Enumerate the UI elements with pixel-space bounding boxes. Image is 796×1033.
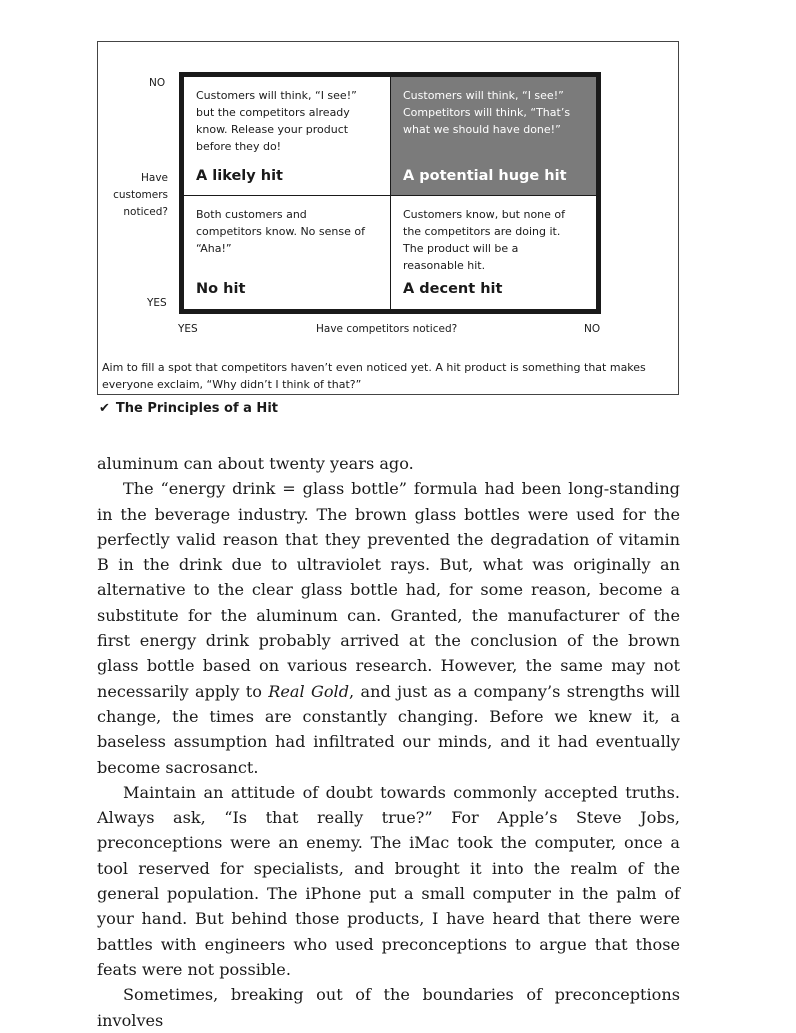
cell-description: Customers will think, “I see!” Competitors will think, “That’s what we should have done!” [403, 89, 571, 136]
paragraph: Sometimes, breaking out of the boundaries of preconceptions involves [97, 985, 680, 1030]
cell-verdict: No hit [196, 281, 246, 297]
cell-potential-huge-hit [391, 77, 596, 196]
body-text [97, 451, 680, 1033]
cell-description: Customers know, but none of the competitors are doing it. The product will be a reasonable hit. [403, 208, 566, 272]
paragraph-text: The “energy drink = glass bottle” formula had been long-standing in the beverage industry. The brown glass bottles were used for the perfectly valid reason that they prevented the degradation of vitamin B in the drink due to ultraviolet rays. But, what was originally an alternative to the clear glass bottle had, for some reason, become a substitute for the aluminum can. Granted, the manufacturer of the first energy drink probably arrived at the conclusion of the brown glass bottle based on various research. However, the same may not necessarily apply to [97, 479, 680, 701]
paragraph-continuation: aluminum can about twenty years ago. [97, 454, 414, 473]
product-name: Real Gold [268, 681, 350, 701]
cell-description: Both customers and competitors know. No sense of “Aha!” [196, 208, 365, 255]
y-axis-title: Have customers noticed? [113, 172, 168, 218]
check-mark-icon: ✔ [99, 401, 110, 416]
cell-verdict: A potential huge hit [403, 168, 567, 184]
x-axis-yes-label: YES [178, 323, 198, 335]
x-axis-no-label: NO [584, 323, 601, 335]
paragraph [97, 476, 680, 780]
cell-decent-hit [391, 196, 596, 309]
cell-no-hit [184, 196, 391, 309]
x-axis-title: Have competitors noticed? [316, 323, 458, 335]
paragraph: Maintain an attitude of doubt towards commonly accepted truths. Always ask, “Is that really true?” For Apple’s Steve Jobs, preconceptions were an enemy. The iMac took the computer, once a tool reserved for specialists, and brought it into the realm of the general population. The iPhone put a small computer in the palm of your hand. But behind those products, I have heard that there were battles with engineers who used preconceptions to argue that those feats were not possible. [97, 782, 680, 979]
figure-title-text: The Principles of a Hit [115, 401, 278, 416]
hit-matrix-figure [97, 41, 679, 395]
cell-description: Customers will think, “I see!” but the competitors already know. Release your product before they do! [196, 89, 357, 153]
cell-likely-hit [184, 77, 391, 196]
y-axis-no-label: NO [149, 77, 166, 89]
cell-verdict: A likely hit [196, 168, 283, 184]
paragraph-text: , and just as a company’s strengths will change, the times are constantly changing. Before we knew it, a baseless assumption had infiltrated our minds, and it had eventually become sacrosanct. [97, 681, 680, 777]
cell-verdict: A decent hit [403, 281, 503, 297]
figure-title [99, 401, 278, 416]
figure-caption: Aim to fill a spot that competitors haven’t even noticed yet. A hit product is something that makes everyone exclaim, “Why didn’t I think of that?” [102, 361, 646, 391]
hit-matrix-grid [179, 72, 601, 314]
y-axis-yes-label: YES [147, 297, 167, 309]
